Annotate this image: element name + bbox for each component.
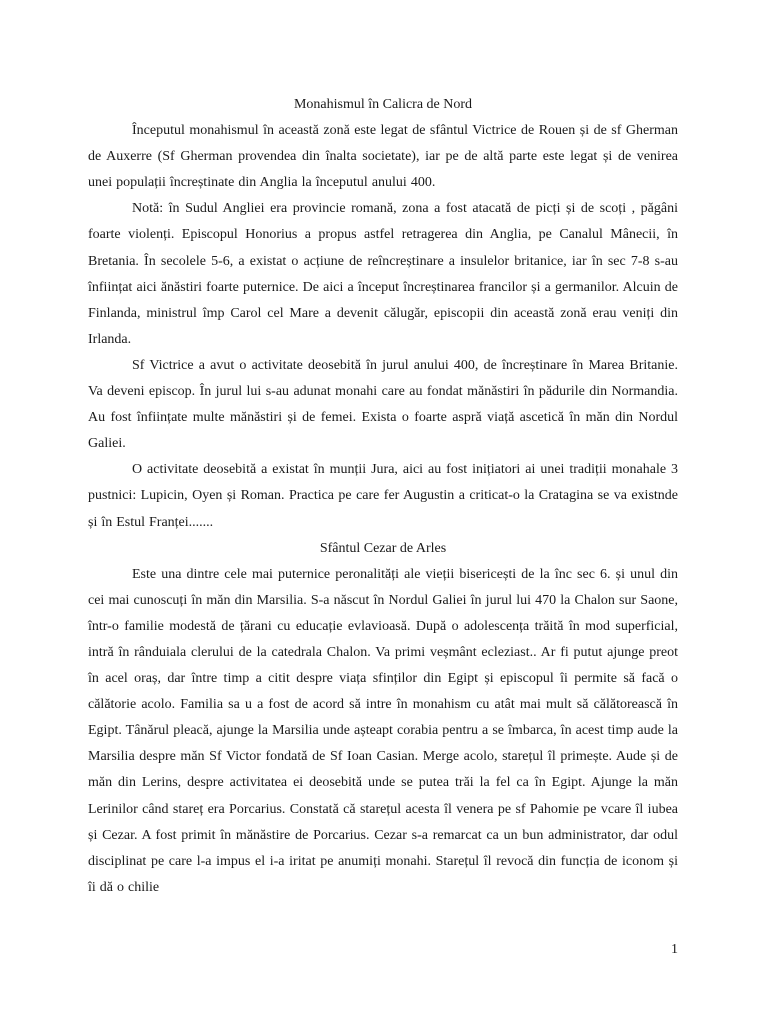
paragraph-cezar: Este una dintre cele mai puternice peronalități ale vieții bisericești de la înc sec 6. și unul din cei mai cunoscuți în măn din Marsilia. S-a născut în Nordul Galiei în jurul lui 470 la Chalon sur Saone, într-o familie modestă de țărani cu educație evlavioasă. După o adolescența trăită în mod superficial, intră în rânduiala clerului de la catedrala Chalon. Va primi veșmânt ecleziast.. Ar fi putut ajunge preot în acel oraș, dar între timp a citit despre viața sfinților din Egipt și episcopul îi permite să facă o călătorie acolo. Familia sa u a fost de acord să intre în monahism cu atât mai mult să călătorească în Egipt. Tânărul pleacă, ajunge la Marsilia unde așteapt corabia pentru a se îmbarca, în acest timp aude la Marsilia despre măn Sf Victor fondată de Sf Ioan Casian. Merge acolo, starețul îl primește. Aude și de măn din Lerins, despre activitatea ei deosebită unde se putea trăi la fel ca în Egipt. Ajunge la măn Lerinilor când stareț era Porcarius. Constată că starețul acesta îl venera pe sf Pahomie pe vcare îl iubea și Cezar. A fost primit în mănăstire de Porcarius. Cezar s-a remarcat ca un bun administrator, dar odul disciplinat pe care l-a impus el i-a iritat pe anumiți monahi. Starețul îl revocă din funcția de iconom și îi dă o chilie	[88, 566, 678, 895]
document-page	[88, 92, 678, 901]
paragraph-note: Notă: în Sudul Angliei era provincie romană, zona a fost atacată de picți și de scoți , păgâni foarte violenți. Episcopul Honorius a propus astfel retragerea din Anglia, pe Canalul Mânecii, în Bretania. În secolele 5-6, a existat o acțiune de reîncreștinare a insulelor britanice, iar în sec 7-8 s-au înființat aici ănăstiri foarte puternice. De aici a început încreștinarea francilor și a germanilor. Alcuin de Finlanda, ministrul împ Carol cel Mare a devenit călugăr, episcopii din această zonă erau veniți din Irlanda.	[88, 201, 678, 347]
section-title: Sfântul Cezar de Arles	[319, 540, 447, 556]
paragraph-jura: O activitate deosebită a existat în munții Jura, aici au fost inițiatori ai unei tradiții monahale 3 pustnici: Lupicin, Oyen și Roman. Practica pe care fer Augustin a criticat-o la Cratagina se va existnde și în Estul Franței.......	[88, 462, 678, 530]
page-number: 1	[671, 942, 678, 957]
paragraph-intro: Începutul monahismul în această zonă este legat de sfântul Victrice de Rouen și de sf Gherman de Auxerre (Sf Gherman provendea din înalta societate), iar pe de altă parte este legat și de venirea unei populații încreștinate din Anglia la începutul anului 400.	[88, 123, 678, 191]
document-title: Monahismul în Calicra de Nord	[293, 97, 473, 112]
paragraph-victrice: Sf Victrice a avut o activitate deosebită în jurul anului 400, de încreștinare în Marea Britanie. Va deveni episcop. În jurul lui s-au adunat monahi care au fondat mănăstiri în pădurile din Normandia. Au fost înființate multe mănăstiri și de femei. Exista o foarte aspră viață ascetică în măn din Nordul Galiei.	[88, 357, 678, 452]
